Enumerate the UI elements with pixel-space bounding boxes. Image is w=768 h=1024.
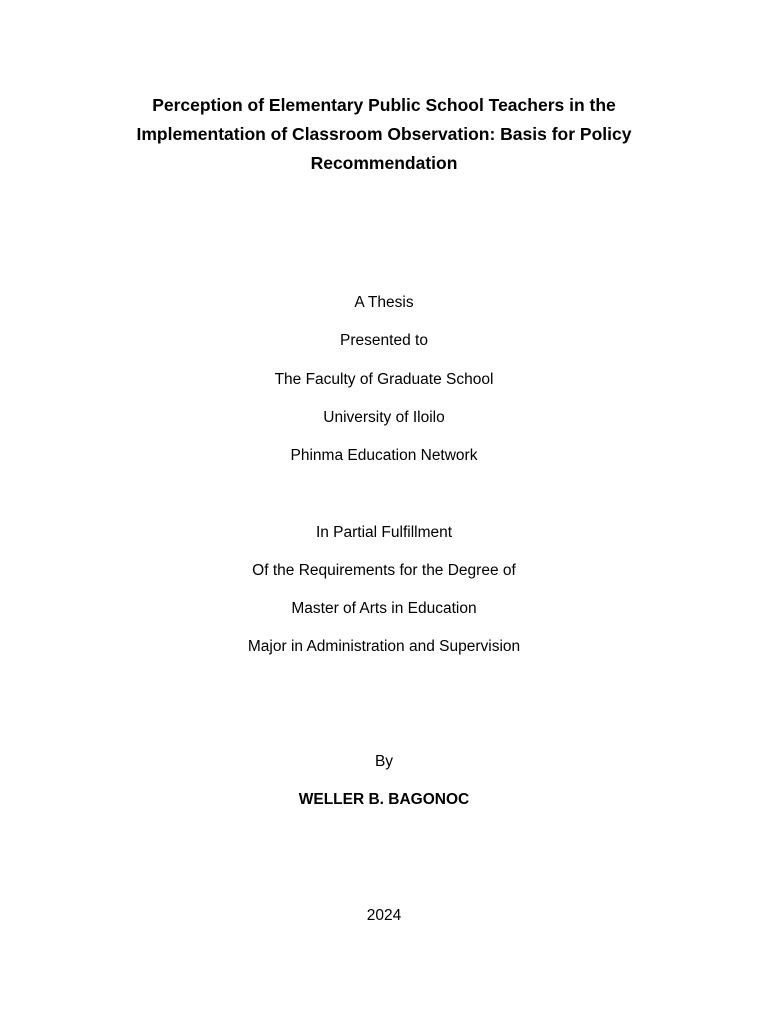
degree-name: Master of Arts in Education [291,600,477,617]
education-network: Phinma Education Network [290,447,478,464]
degree-major: Major in Administration and Supervision [247,638,521,655]
degree-requirements: Of the Requirements for the Degree of [252,562,516,579]
faculty-name: The Faculty of Graduate School [274,371,494,388]
thesis-title-line-2: Implementation of Classroom Observation: Basis for Policy [136,124,632,144]
partial-fulfillment: In Partial Fulfillment [315,524,453,541]
university-name: University of Iloilo [323,409,445,426]
author-name: WELLER B. BAGONOC [298,791,470,808]
document-type: A Thesis [354,294,414,311]
submission-year: 2024 [366,907,402,924]
presented-to: Presented to [340,332,428,349]
thesis-title-line-1: Perception of Elementary Public School Teachers in the [152,95,616,115]
thesis-title-line-3: Recommendation [310,153,458,173]
by-label: By [374,753,394,770]
